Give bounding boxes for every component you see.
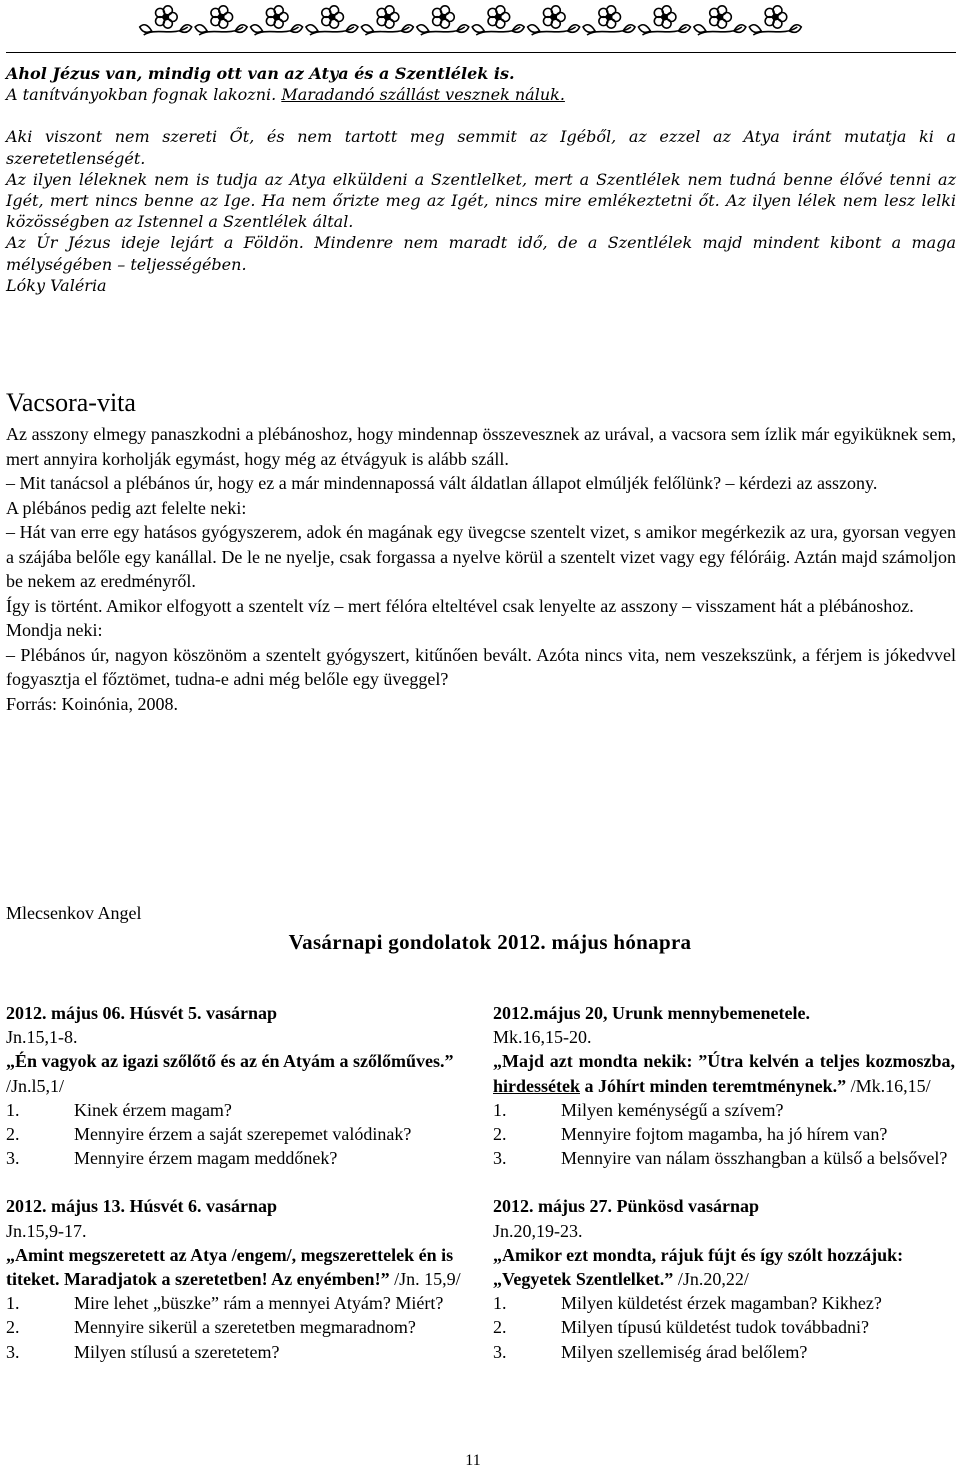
flower-motif-icon <box>583 6 635 35</box>
sunday-author: Mlecsenkov Angel <box>6 903 142 923</box>
question-number: 1. <box>493 1293 507 1314</box>
story-paragraph: Az asszony elmegy panaszkodni a plébánoshoz, hogy mindennap összevesznek az urával, a vacsora sem ízlik már egyiküknek sem, mert annyira korholják egymást, hogy még az étvágyuk is alább száll. <box>6 424 956 469</box>
story-paragraph: Mondja neki: <box>6 620 103 640</box>
story-paragraph: – Hát van erre egy hatásos gyógyszerem, adok én magának egy üvegcse szentelt vizet, s amikor megérkezik az ura, gyorsan vegyen a szájába belőle egy kanállal. De le ne nyelje, csak forgassa a nyelve körül a szentelt vizet vagy egy félóráig. Aztán majd számoljon be nekem az eredményről. <box>6 522 956 591</box>
flower-motif-icon <box>749 6 801 35</box>
question-item <box>6 1291 468 1315</box>
question-item <box>6 1122 468 1146</box>
question-text: Mennyire fojtom magamba, ha jó hírem van? <box>561 1124 888 1145</box>
top-paragraph-3: Az ilyen léleknek nem is tudja az Atya elküldeni a Szentlelket, mert a Szentlélek nem tudná benne élővé tenni az Igét, mert nincs benne az Ige. Ha nem őrizte meg az Igét, nincs mire emlékeztetni őt. Az ilyen lélek nem lesz lelki közösségben az Istennel a Szentlélek által. <box>6 169 956 232</box>
entry-quote-text: „Én vagyok az igazi szőlőtő és az én Atyám a szőlőműves.” <box>6 1051 454 1072</box>
entry-quote-ref: /Jn.l5,1/ <box>6 1075 65 1096</box>
story-title: Vacsora-vita <box>6 388 136 417</box>
question-number: 3. <box>493 1148 507 1169</box>
story-paragraph: – Mit tanácsol a plébános úr, hogy ez a már mindennapossá vált áldatlan állapot elmúljék felőlünk? – kérdezi az asszony. <box>6 473 878 493</box>
question-text: Milyen szellemiség árad belőlem? <box>561 1341 808 1362</box>
question-number: 1. <box>6 1099 20 1120</box>
story-paragraph: – Plébános úr, nagyon köszönöm a szentelt gyógyszert, kitűnően bevált. Azóta nincs vita, nem veszekszünk, a férjem is jókedvvel fogyasztja el főztömet, tudna-e adni még belőle egy üveggel? <box>6 644 956 689</box>
question-number: 3. <box>6 1341 20 1362</box>
top-paragraph-4: Az Úr Jézus ideje lejárt a Földön. Mindenre nem maradt idő, de a Szentlélek majd mindent kibont a maga mélységében – teljességében. <box>6 233 956 274</box>
flower-motif-icon <box>638 6 690 35</box>
entry-reference: Jn.15,9-17. <box>6 1220 87 1241</box>
flower-motif-icon <box>417 6 469 35</box>
flower-motif-icon <box>251 6 303 35</box>
question-text: Kinek érzem magam? <box>74 1099 232 1120</box>
question-text: Mennyire érzem a saját szerepemet valódinak? <box>74 1124 412 1145</box>
entry-quote-ref: /Jn. 15,9/ <box>389 1269 461 1290</box>
entry-reference: Mk.16,15-20. <box>493 1027 592 1048</box>
top-line-2b: Maradandó szállást vesznek náluk. <box>281 85 565 105</box>
question-number: 3. <box>493 1341 507 1362</box>
question-text: Mennyire van nálam összhangban a külső a belsővel? <box>561 1148 948 1169</box>
header-divider <box>6 52 956 53</box>
question-text: Milyen küldetést érzek magamban? Kikhez? <box>561 1293 882 1314</box>
entry-quote-text: a Jóhírt minden teremtménynek.” <box>580 1075 847 1096</box>
entry-quote-underlined: hirdessétek <box>493 1075 580 1096</box>
sunday-column-right <box>493 1001 955 1364</box>
flower-motif-icon <box>306 6 358 35</box>
question-item <box>493 1291 955 1315</box>
entry-quote-text: „Amint megszeretett az Atya /engem/, megszerettelek én is titeket. Maradjatok a szeretetben! Az enyémben!” <box>6 1244 454 1290</box>
entry-reference: Jn.20,19-23. <box>493 1220 583 1241</box>
entry-date: 2012. május 13. Húsvét 6. vasárnap <box>6 1196 278 1217</box>
question-number: 3. <box>6 1148 20 1169</box>
question-item <box>6 1315 468 1339</box>
question-item <box>493 1315 955 1339</box>
entry-quote-text: „Majd azt mondta nekik: ”Útra kelvén a teljes kozmoszba, <box>493 1051 955 1072</box>
question-text: Mennyire sikerül a szeretetben megmaradnom? <box>74 1317 416 1338</box>
flower-motif-icon <box>528 6 580 35</box>
question-list <box>493 1098 955 1171</box>
top-line-2a: A tanítványokban fognak lakozni. <box>6 85 282 105</box>
question-number: 2. <box>6 1124 20 1145</box>
question-number: 1. <box>6 1293 20 1314</box>
question-item <box>6 1146 468 1170</box>
question-text: Milyen keménységű a szívem? <box>561 1099 784 1120</box>
question-item <box>493 1146 955 1170</box>
question-text: Milyen típusú küldetést tudok továbbadni? <box>561 1317 869 1338</box>
story-source: Forrás: Koinónia, 2008. <box>6 693 178 714</box>
story-body <box>6 422 956 716</box>
question-text: Milyen stílusú a szeretetem? <box>74 1341 280 1362</box>
flower-motif-icon <box>361 6 413 35</box>
entry-quote <box>493 1243 955 1291</box>
question-item <box>493 1340 955 1364</box>
flower-motif-icon <box>195 6 247 35</box>
question-item <box>493 1098 955 1122</box>
question-list <box>493 1291 955 1364</box>
flower-border-icon <box>138 2 803 44</box>
entry-date: 2012. május 27. Pünkösd vasárnap <box>493 1196 760 1217</box>
entry-quote-text: „Amikor ezt mondta, rájuk fújt és így szólt hozzájuk: „Vegyetek Szentlelket.” <box>493 1244 904 1290</box>
sunday-title: Vasárnapi gondolatok 2012. május hónapra <box>288 930 692 954</box>
entry-quote-ref: /Jn.20,22/ <box>673 1269 749 1290</box>
question-item <box>6 1340 468 1364</box>
entry-quote <box>6 1243 468 1291</box>
entry-date: 2012.május 20, Urunk mennybemenetele. <box>493 1003 810 1023</box>
flower-motif-icon <box>140 6 192 35</box>
entry-quote <box>493 1049 955 1097</box>
question-list <box>6 1098 468 1171</box>
story-paragraph: A plébános pedig azt felelte neki: <box>6 497 247 518</box>
top-article <box>6 63 956 296</box>
question-list <box>6 1291 468 1364</box>
entry-reference: Jn.15,1-8. <box>6 1027 78 1048</box>
question-item <box>493 1122 955 1146</box>
top-paragraph-2: Aki viszont nem szereti Őt, és nem tartott meg semmit az Igéből, az ezzel az Atya iránt mutatja ki a szeretetlenségét. <box>6 127 956 168</box>
top-line-2 <box>6 84 956 105</box>
page-number: 11 <box>465 1452 481 1469</box>
question-item <box>6 1098 468 1122</box>
entry-quote <box>6 1049 468 1097</box>
flower-motif-icon <box>694 6 746 35</box>
top-signature: Lóky Valéria <box>6 275 107 295</box>
floral-border-ornament <box>138 2 803 44</box>
question-text: Mire lehet „büszke” rám a mennyei Atyám? Miért? <box>74 1293 444 1314</box>
top-line-1: Ahol Jézus van, mindig ott van az Atya és a Szentlélek is. <box>6 64 515 83</box>
entry-date: 2012. május 06. Húsvét 5. vasárnap <box>6 1003 278 1023</box>
question-number: 2. <box>493 1317 507 1338</box>
sunday-column-left <box>6 1001 468 1364</box>
question-number: 2. <box>6 1317 20 1338</box>
flower-motif-icon <box>472 6 524 35</box>
question-text: Mennyire érzem magam meddőnek? <box>74 1148 338 1169</box>
story-paragraph: Így is történt. Amikor elfogyott a szentelt víz – mert félóra elteltével csak lenyelte az asszony – visszament hát a plébánoshoz. <box>6 595 914 616</box>
entry-quote-ref: /Mk.16,15/ <box>846 1075 931 1096</box>
question-number: 1. <box>493 1099 507 1120</box>
question-number: 2. <box>493 1124 507 1145</box>
